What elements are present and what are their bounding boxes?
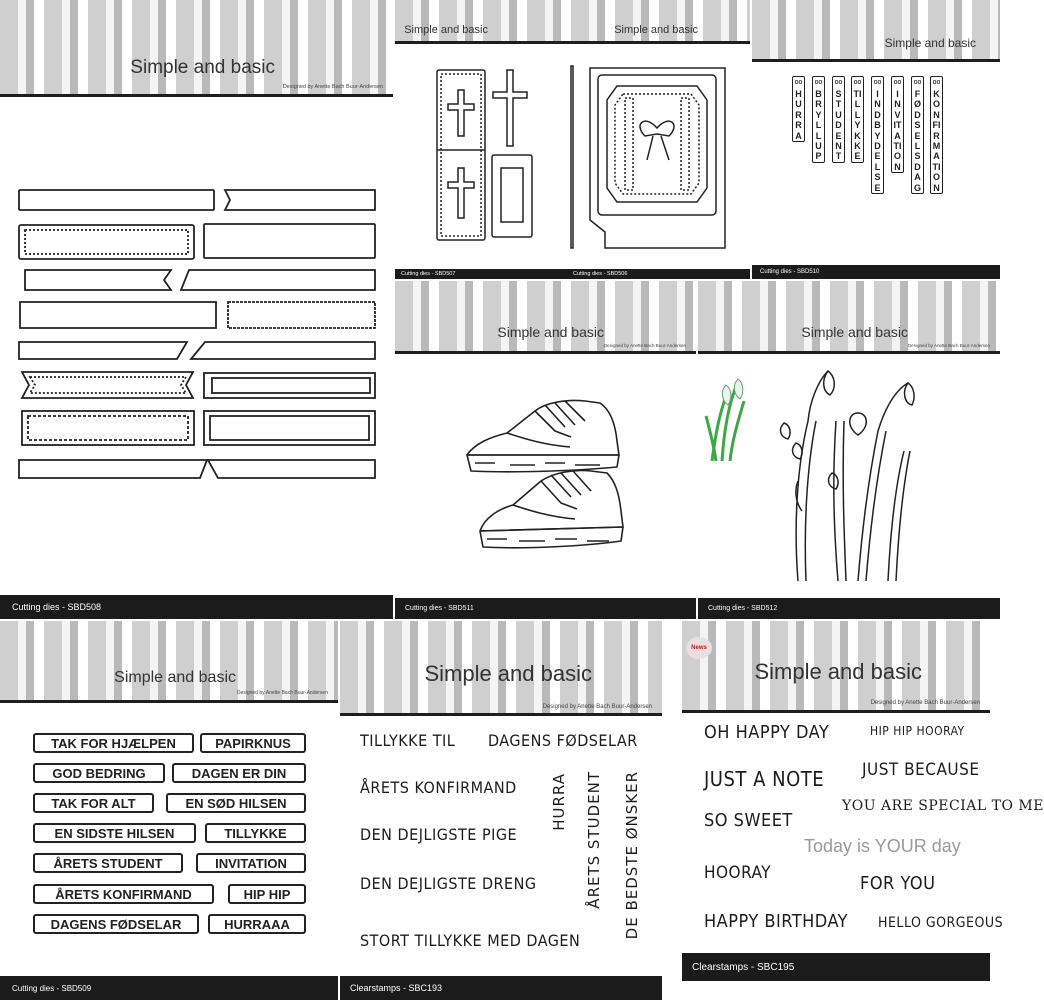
label-die: HURRAAA xyxy=(208,914,306,934)
brand-name: Simple and basic xyxy=(754,659,922,684)
panel-footer xyxy=(752,265,1000,279)
product-code: Cutting dies - SBD511 xyxy=(405,605,474,612)
product-code: Cutting dies - SBD510 xyxy=(760,269,820,275)
designer-credit: Designed by Anette Bach Buur-Andersen xyxy=(542,704,652,710)
tag-word: KONFIRMATION xyxy=(932,89,941,193)
stamp-text: STORT TILLYKKE MED DAGEN xyxy=(360,931,581,950)
product-code: Clearstamps - SBC193 xyxy=(350,983,443,993)
designer-credit: Designed by Anette Bach Buur-Andersen xyxy=(282,84,383,90)
tag-holes: oo xyxy=(932,79,941,86)
sneaker-dies-illustration xyxy=(395,381,696,561)
stamp-text: HIP HIP HOORAY xyxy=(870,724,965,738)
panel-footer xyxy=(698,598,1000,619)
designer-credit: Designed by Anette Bach Buur-Andersen xyxy=(907,343,990,348)
label-die: ÅRETS STUDENT xyxy=(33,853,183,873)
product-code: Clearstamps - SBC195 xyxy=(692,961,795,973)
label-die: INVITATION xyxy=(196,853,306,873)
stamp-text: SO SWEET xyxy=(704,810,793,831)
panel-header-stripes xyxy=(0,0,393,97)
product-code: Cutting dies - SBD506 xyxy=(573,271,628,277)
brand-name: Simple and basic xyxy=(130,57,275,78)
stamp-text: DAGENS FØDSELAR xyxy=(488,731,638,750)
panel-sbc193 xyxy=(340,621,662,1000)
product-code: Cutting dies - SBD509 xyxy=(12,983,92,993)
word-tag xyxy=(792,76,805,142)
product-code: Cutting dies - SBD507 xyxy=(401,271,456,277)
tag-holes: oo xyxy=(913,79,922,86)
brand-name: Simple and basic xyxy=(404,24,488,36)
panel-sbc195 xyxy=(682,621,1044,981)
tag-holes: oo xyxy=(834,79,843,86)
tag-word: TILLYKKE xyxy=(853,89,862,162)
brand-name: Simple and basic xyxy=(614,24,698,36)
tag-holes: oo xyxy=(814,79,823,86)
panel-sbd511 xyxy=(395,281,696,619)
label-die: TILLYKKE xyxy=(205,823,306,843)
brand-name: Simple and basic xyxy=(497,324,604,340)
tag-word: STUDENT xyxy=(835,89,842,162)
word-tag xyxy=(871,76,884,194)
brand-name: Simple and basic xyxy=(114,669,236,686)
stamp-text: JUST BECAUSE xyxy=(862,760,980,780)
stamp-text: Today is YOUR day xyxy=(804,836,961,856)
label-die: EN SIDSTE HILSEN xyxy=(33,823,196,843)
brand-name: Simple and basic xyxy=(424,661,592,686)
news-badge: News xyxy=(686,637,712,659)
stamp-text-vertical: HURRA xyxy=(550,773,568,831)
snowdrop-dies-illustration xyxy=(698,361,1000,591)
panel-footer xyxy=(395,269,750,279)
panel-footer xyxy=(340,976,662,1000)
stamp-text-vertical: DE BEDSTE ØNSKER xyxy=(623,771,641,940)
tag-word: HURRA xyxy=(795,89,802,141)
stamp-text: DEN DEJLIGSTE DRENG xyxy=(360,874,537,893)
word-tag xyxy=(851,76,864,163)
panel-sbd512 xyxy=(698,281,1000,619)
panel-footer xyxy=(0,595,393,619)
label-die: ÅRETS KONFIRMAND xyxy=(33,884,214,904)
panel-footer xyxy=(0,976,338,1000)
label-die: TAK FOR ALT xyxy=(33,793,154,813)
label-die: TAK FOR HJÆLPEN xyxy=(33,733,194,753)
panel-footer xyxy=(682,953,990,981)
word-tag xyxy=(911,76,924,194)
product-code: Cutting dies - SBD512 xyxy=(708,605,778,612)
stamp-text: ÅRETS KONFIRMAND xyxy=(360,778,517,797)
stamp-text: DEN DEJLIGSTE PIGE xyxy=(360,825,518,844)
stamp-text: OH HAPPY DAY xyxy=(704,722,830,743)
panel-sbd510 xyxy=(752,0,1000,279)
stamp-text-vertical: ÅRETS STUDENT xyxy=(585,771,603,909)
tag-word: FØDSELSDAG xyxy=(913,89,921,193)
tag-word: INDBYDELSE xyxy=(874,89,881,193)
stamp-text: HELLO GORGEOUS xyxy=(878,915,1004,931)
stamp-text: HOORAY xyxy=(704,863,771,883)
tag-holes: oo xyxy=(893,79,902,86)
product-code: Cutting dies - SBD508 xyxy=(12,602,102,612)
panel-sbd508 xyxy=(0,0,393,619)
stamp-text: JUST A NOTE xyxy=(704,767,825,791)
brand-name: Simple and basic xyxy=(884,36,976,50)
designer-credit: Designed by Anette Bach Buur-Andersen xyxy=(603,343,686,348)
panel-header-stripes xyxy=(395,0,750,44)
word-tag xyxy=(832,76,845,163)
cross-and-box-dies-illustration xyxy=(395,50,750,260)
word-tag xyxy=(930,76,943,194)
tag-holes: oo xyxy=(853,79,862,86)
designer-credit: Designed by Anette Bach Buur-Andersen xyxy=(236,690,328,696)
panel-sbd509 xyxy=(0,621,338,1000)
label-die: HIP HIP xyxy=(228,884,306,904)
tag-holes: oo xyxy=(873,79,882,86)
designer-credit: Designed by Anette Bach Buur-Andersen xyxy=(870,700,980,706)
banner-dies-illustration xyxy=(0,180,393,600)
panel-footer xyxy=(395,598,696,619)
label-die: EN SØD HILSEN xyxy=(166,793,306,813)
stamp-text: HAPPY BIRTHDAY xyxy=(704,911,849,932)
label-die: PAPIRKNUS xyxy=(200,733,306,753)
tag-holes: oo xyxy=(794,79,803,86)
word-tag xyxy=(812,76,825,163)
label-die: DAGEN ER DIN xyxy=(172,763,306,783)
panel-sbd507-506 xyxy=(395,0,750,279)
tag-word: BRYLLUP xyxy=(815,89,822,162)
brand-name: Simple and basic xyxy=(801,324,908,340)
word-tag xyxy=(891,76,904,173)
tag-word: INVITATION xyxy=(893,89,902,172)
label-die: DAGENS FØDSELAR xyxy=(33,914,199,934)
panel-header-stripes xyxy=(752,0,1000,62)
stamp-text: TILLYKKE TIL xyxy=(360,731,456,750)
label-die: GOD BEDRING xyxy=(33,763,165,783)
stamp-text: FOR YOU xyxy=(860,873,936,894)
stamp-text: YOU ARE SPECIAL TO ME xyxy=(842,798,1044,814)
